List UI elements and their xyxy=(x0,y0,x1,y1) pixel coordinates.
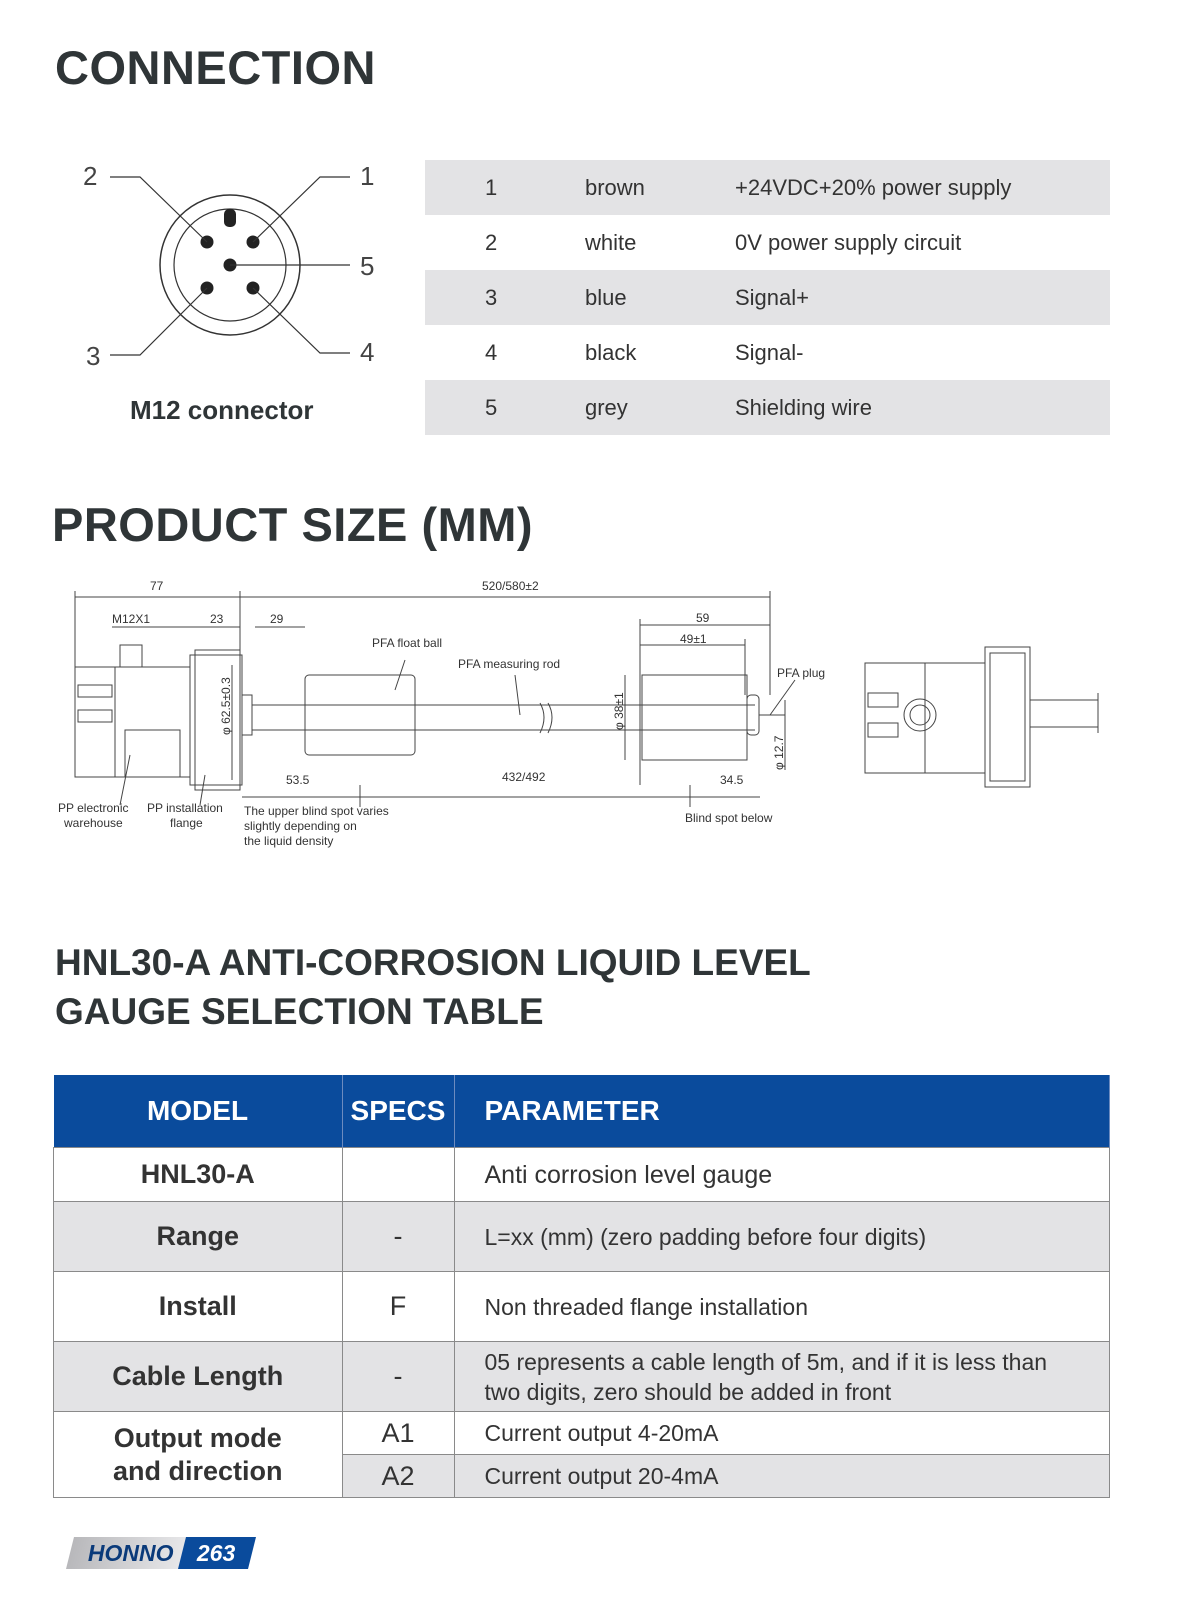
row-model: Cable Length xyxy=(54,1342,343,1412)
row-param: Current output 20-4mA xyxy=(454,1455,1110,1498)
wire-color: grey xyxy=(535,380,735,435)
pin-number: 3 xyxy=(425,270,535,325)
row-param: L=xx (mm) (zero padding before four digits) xyxy=(454,1202,1110,1272)
label-flange-1: PP installation xyxy=(147,801,223,815)
dimension-drawing xyxy=(50,575,1130,875)
dim-rod-diameter: φ 12.7 xyxy=(772,735,786,770)
selection-table xyxy=(53,1075,1110,1498)
label-electronic-1: PP electronic xyxy=(58,801,129,815)
connector-label: M12 connector xyxy=(130,395,314,425)
dim-29: 29 xyxy=(270,612,284,626)
pin-row xyxy=(425,215,1110,270)
row-param-line-1: 05 represents a cable length of 5m, and if it is less than xyxy=(484,1348,1048,1375)
pin-function: Signal- xyxy=(735,339,804,365)
label-blind-below: Blind spot below xyxy=(685,811,773,825)
output-model-line-2: and direction xyxy=(112,1455,283,1486)
dim-float-diameter: φ 38±1 xyxy=(612,692,626,730)
selection-title-line-1: HNL30-A ANTI-CORROSION LIQUID LEVEL xyxy=(55,942,811,983)
pin-function: +24VDC+20% power supply xyxy=(735,160,1110,215)
pin-function: Shielding wire xyxy=(735,380,1110,435)
pin-number: 1 xyxy=(425,160,535,215)
brand-name: HONNO xyxy=(87,1540,174,1566)
label-upper-blind-2: slightly depending on xyxy=(244,819,357,833)
row-param: Anti corrosion level gauge xyxy=(454,1148,1110,1202)
selection-table-title xyxy=(55,938,811,1036)
row-spec: A1 xyxy=(342,1412,454,1455)
header-specs: SPECS xyxy=(342,1075,454,1148)
dim-49: 49±1 xyxy=(680,632,707,646)
row-param: Current output 4-20mA xyxy=(454,1412,1110,1455)
pin-label-1: 1 xyxy=(360,161,375,191)
page-number-tag xyxy=(178,1537,256,1569)
row-spec: - xyxy=(342,1202,454,1272)
brand-tag xyxy=(66,1537,192,1569)
pin-label-2: 2 xyxy=(83,161,98,191)
pin-function: 0V power supply circuit xyxy=(735,229,962,255)
header-model: MODEL xyxy=(54,1075,343,1148)
pin-label-5: 5 xyxy=(360,251,375,281)
pin-row xyxy=(425,270,1110,325)
dim-59: 59 xyxy=(696,611,710,625)
row-model: Range xyxy=(54,1202,343,1272)
wire-color: brown xyxy=(535,160,735,215)
dim-rod-length: 432/492 xyxy=(502,770,546,784)
pin-number: 2 xyxy=(485,229,498,255)
selection-row xyxy=(54,1272,1110,1342)
row-model xyxy=(54,1412,343,1498)
header-parameter: PARAMETER xyxy=(454,1075,1110,1148)
dim-23: 23 xyxy=(210,612,224,626)
m12-connector-diagram xyxy=(70,155,400,435)
selection-row xyxy=(54,1412,1110,1455)
label-plug: PFA plug xyxy=(777,666,826,680)
pin-number: 5 xyxy=(425,380,535,435)
page-number: 263 xyxy=(196,1540,236,1566)
pin-row xyxy=(425,380,1110,435)
dim-flange-diameter: φ 62.5±0.3 xyxy=(219,677,233,735)
dim-34: 34.5 xyxy=(720,773,744,787)
selection-header-row xyxy=(54,1075,1110,1148)
selection-row xyxy=(54,1148,1110,1202)
row-param-line-2: two digits, zero should be added in front xyxy=(484,1378,892,1405)
pin-row xyxy=(425,325,1110,380)
dim-m12: M12X1 xyxy=(112,612,151,626)
output-model-line-1: Output mode xyxy=(113,1422,282,1453)
connector-key xyxy=(224,209,236,227)
product-size-title: PRODUCT SIZE (MM) xyxy=(52,498,534,551)
label-measuring-rod: PFA measuring rod xyxy=(458,657,561,671)
wire-color: white xyxy=(585,229,637,255)
row-param: Non threaded flange installation xyxy=(454,1272,1110,1342)
connection-title: CONNECTION xyxy=(55,41,376,94)
dim-77: 77 xyxy=(150,579,164,593)
selection-row xyxy=(54,1342,1110,1412)
label-float-ball: PFA float ball xyxy=(372,636,443,650)
row-param xyxy=(454,1342,1110,1412)
pin-row xyxy=(425,160,1110,215)
pin-label-3: 3 xyxy=(86,341,101,371)
row-model: HNL30-A xyxy=(54,1148,343,1202)
dim-53: 53.5 xyxy=(286,773,310,787)
wire-color: blue xyxy=(535,270,735,325)
row-spec xyxy=(342,1148,454,1202)
label-electronic-2: warehouse xyxy=(64,816,123,830)
selection-title-line-2: GAUGE SELECTION TABLE xyxy=(55,991,544,1032)
pin-number: 4 xyxy=(485,339,498,365)
pin-assignment-table xyxy=(425,160,1110,435)
label-upper-blind-1: The upper blind spot varies xyxy=(244,804,389,818)
row-spec: F xyxy=(342,1272,454,1342)
pin-label-4: 4 xyxy=(360,337,375,367)
label-upper-blind-3: the liquid density xyxy=(244,834,334,848)
dim-total-length: 520/580±2 xyxy=(482,579,539,593)
row-spec: - xyxy=(342,1342,454,1412)
row-model: Install xyxy=(54,1272,343,1342)
selection-row xyxy=(54,1202,1110,1272)
label-flange-2: flange xyxy=(170,816,203,830)
wire-color: black xyxy=(585,339,637,365)
row-spec: A2 xyxy=(342,1455,454,1498)
pin-function: Signal+ xyxy=(735,270,1110,325)
